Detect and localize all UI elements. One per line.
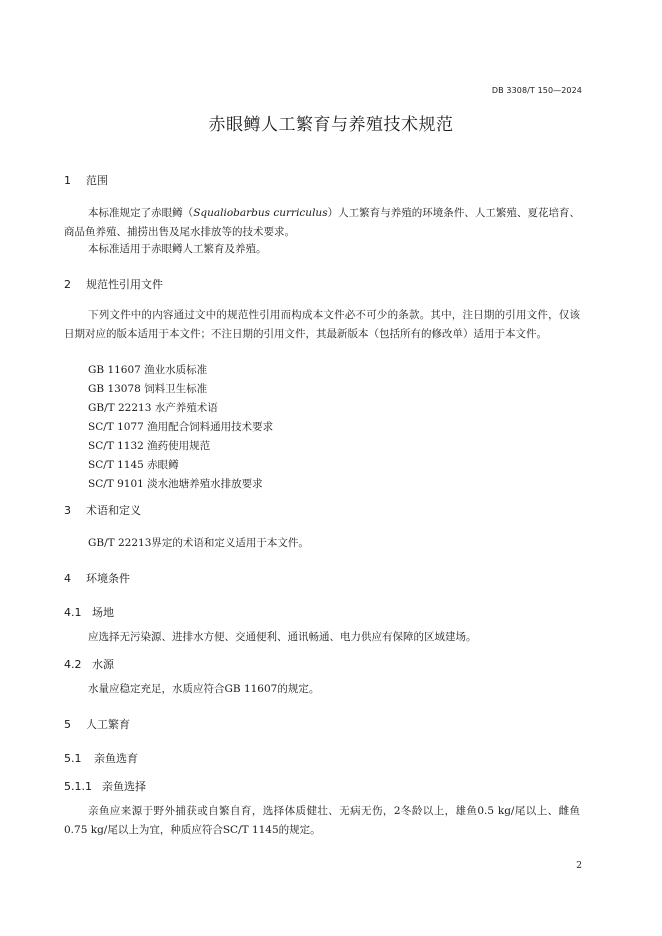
section-number: 2: [64, 278, 71, 291]
section-title: 术语和定义: [86, 504, 141, 517]
section-number: 1: [64, 174, 71, 187]
section-title: 人工繁育: [86, 718, 130, 731]
section-number: 5.1.1: [64, 780, 92, 793]
section-title: 场地: [92, 606, 114, 619]
normative-reference: SC/T 1132 渔药使用规范: [88, 440, 211, 452]
section-title: 环境条件: [86, 572, 130, 585]
section-4-1-paragraph: 应选择无污染源、进排水方便、交通便利、通讯畅通、电力供应有保障的区域建场。: [88, 631, 477, 643]
normative-reference: SC/T 9101 淡水池塘养殖水排放要求: [88, 478, 263, 490]
section-5-heading: [64, 716, 130, 732]
section-4-heading: [64, 570, 130, 586]
section-4-2-paragraph: 水量应稳定充足，水质应符合GB 11607的规定。: [88, 683, 320, 695]
section-4-2-heading: [64, 656, 114, 672]
page-number: 2: [576, 861, 582, 871]
section-title: 亲鱼选育: [94, 752, 138, 765]
section-title: 规范性引用文件: [86, 278, 163, 291]
document-title: 赤眼鳟人工繁育与养殖技术规范: [208, 115, 454, 135]
section-2-paragraph-1: 下列文件中的内容通过文中的规范性引用而构成本文件必不可少的条款。其中，注日期的引用文件，仅该日期对应的版本适用于本文件；不注日期的引用文件，其最新版本（包括所有的修改单）适用于本文件。: [64, 309, 580, 340]
section-5-1-1-paragraph: 亲鱼应来源于野外捕获或自繁自育，选择体质健壮、无病无伤，2冬龄以上，雄鱼0.5 kg/尾以上、雌鱼0.75 kg/尾以上为宜，种质应符合SC/T 1145的规定。: [64, 805, 580, 836]
normative-reference: GB/T 22213 水产养殖术语: [88, 402, 218, 414]
section-number: 5: [64, 718, 71, 731]
section-1-paragraph-1: 本标准规定了赤眼鳟（Squaliobarbus curriculus）人工繁育与养殖的环境条件、人工繁殖、夏花培育、商品鱼养殖、捕捞出售及尾水排放等的技术要求。: [64, 207, 581, 238]
document-code: DB 3308/T 150—2024: [491, 86, 582, 95]
section-title: 水源: [92, 658, 114, 671]
section-5-1-heading: [64, 750, 138, 766]
section-2-heading: [64, 276, 163, 292]
section-number: 5.1: [64, 752, 82, 765]
section-5-1-1-heading: [64, 778, 146, 794]
section-4-1-heading: [64, 604, 114, 620]
section-title: 范围: [86, 174, 108, 187]
latin-species-name: Squaliobarbus curriculus: [193, 207, 328, 219]
section-number: 4: [64, 572, 71, 585]
section-title: 亲鱼选择: [102, 780, 146, 793]
section-3-heading: [64, 502, 141, 518]
normative-reference: SC/T 1145 赤眼鳟: [88, 459, 179, 471]
section-number: 4.2: [64, 658, 82, 671]
section-1-heading: [64, 172, 108, 188]
section-number: 4.1: [64, 606, 82, 619]
section-1-paragraph-2: 本标准适用于赤眼鳟人工繁育及养殖。: [88, 243, 267, 255]
normative-reference: SC/T 1077 渔用配合饲料通用技术要求: [88, 421, 274, 433]
section-3-paragraph-1: GB/T 22213界定的术语和定义适用于本文件。: [88, 537, 309, 549]
normative-reference: GB 13078 饲料卫生标准: [88, 383, 208, 395]
normative-reference: GB 11607 渔业水质标准: [88, 364, 208, 376]
section-number: 3: [64, 504, 71, 517]
